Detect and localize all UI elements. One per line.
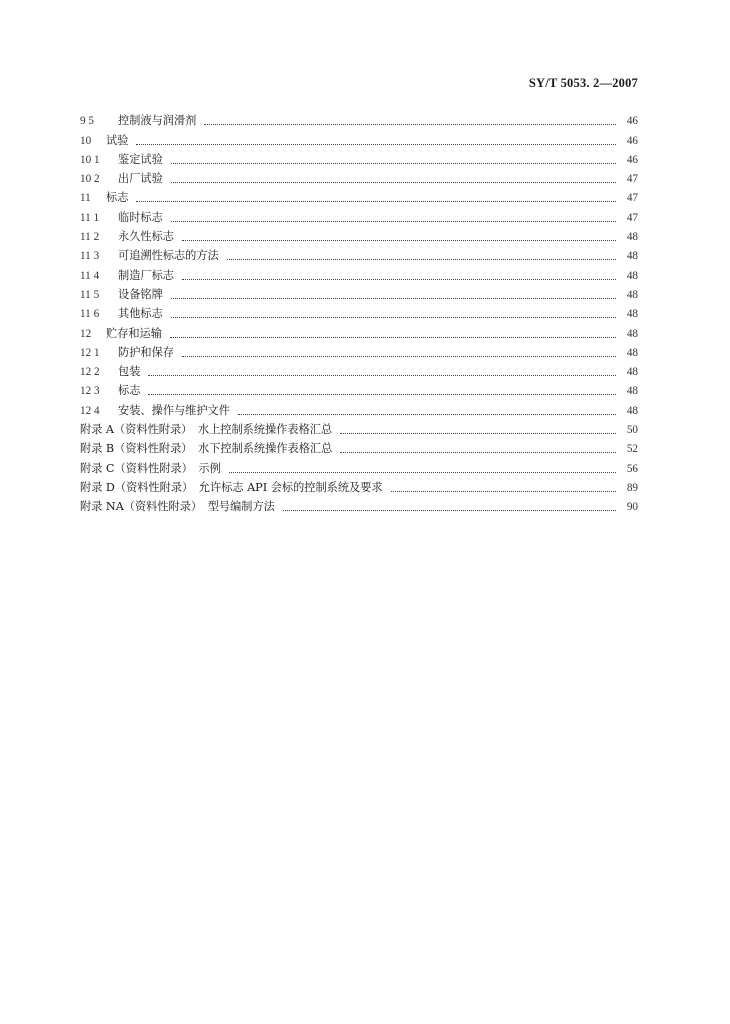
toc-entry-number: 11 6	[80, 308, 100, 321]
toc-leader-dots	[148, 375, 616, 376]
toc-entry-title: 附录 A（资料性附录） 水上控制系统操作表格汇总	[80, 423, 333, 437]
toc-entry-number: 12	[80, 327, 92, 340]
toc-entry[interactable]	[80, 283, 638, 302]
toc-entry-number: 9 5	[80, 115, 94, 128]
toc-leader-dots	[283, 510, 616, 511]
toc-entry-appendix[interactable]	[80, 418, 638, 437]
toc-leader-dots	[182, 240, 616, 241]
toc-entry-title: 永久性标志	[118, 230, 174, 244]
toc-entry-title: 贮存和运输	[106, 326, 162, 340]
toc-entry-title: 设备铭牌	[118, 287, 163, 301]
toc-entry-page: 46	[626, 134, 638, 147]
toc-entry-number: 11 2	[80, 231, 100, 244]
toc-entry[interactable]	[80, 379, 638, 398]
toc-entry[interactable]	[80, 302, 638, 321]
toc-entry-page: 48	[626, 404, 638, 417]
toc-leader-dots	[148, 394, 616, 395]
toc-entry-number: 10 2	[80, 173, 100, 186]
toc-entry[interactable]	[80, 398, 638, 417]
toc-entry-title: 标志	[106, 191, 129, 205]
toc-entry-appendix[interactable]	[80, 495, 638, 514]
toc-entry-title: 包装	[118, 365, 141, 379]
toc-entry-page: 46	[626, 153, 638, 166]
toc-entry-page: 48	[626, 366, 638, 379]
toc-leader-dots	[340, 452, 616, 453]
toc-leader-dots	[171, 163, 616, 164]
toc-entry-number: 11 4	[80, 269, 100, 282]
toc-entry[interactable]	[80, 244, 638, 263]
toc-entry-title: 其他标志	[118, 307, 163, 321]
toc-entry-title: 临时标志	[118, 210, 163, 224]
toc-entry-title: 鉴定试验	[118, 152, 163, 166]
toc-leader-dots	[171, 182, 616, 183]
toc-leader-dots	[227, 259, 616, 260]
toc-entry[interactable]	[80, 148, 638, 167]
table-of-contents	[80, 109, 638, 514]
toc-entry-title: 附录 C（资料性附录） 示例	[80, 461, 221, 475]
toc-entry-title: 标志	[118, 384, 141, 398]
toc-entry-page: 48	[626, 269, 638, 282]
toc-entry-page: 48	[626, 288, 638, 301]
toc-entry[interactable]	[80, 167, 638, 186]
toc-entry-appendix[interactable]	[80, 437, 638, 456]
toc-entry-number: 10 1	[80, 153, 100, 166]
toc-leader-dots	[229, 472, 616, 473]
toc-entry-page: 48	[626, 327, 638, 340]
toc-entry-appendix[interactable]	[80, 476, 638, 495]
toc-entry-number: 12 1	[80, 346, 100, 359]
toc-entry-title: 附录 NA（资料性附录） 型号编制方法	[80, 500, 275, 514]
toc-entry-number: 11	[80, 192, 91, 205]
toc-entry-number: 10	[80, 134, 92, 147]
toc-leader-dots	[171, 317, 616, 318]
toc-entry-page: 90	[626, 501, 638, 514]
toc-entry-page: 89	[626, 481, 638, 494]
toc-entry-appendix[interactable]	[80, 456, 638, 475]
toc-entry-title: 制造厂标志	[118, 268, 174, 282]
document-code-header: SY/T 5053. 2—2007	[528, 76, 638, 90]
toc-leader-dots	[170, 337, 616, 338]
toc-entry[interactable]	[80, 360, 638, 379]
toc-leader-dots	[204, 124, 616, 125]
toc-entry-page: 52	[626, 443, 638, 456]
toc-leader-dots	[238, 414, 616, 415]
toc-entry-page: 48	[626, 250, 638, 263]
toc-leader-dots	[391, 491, 616, 492]
toc-entry[interactable]	[80, 128, 638, 147]
toc-entry[interactable]	[80, 109, 638, 128]
toc-entry[interactable]	[80, 205, 638, 224]
toc-entry-page: 48	[626, 385, 638, 398]
toc-entry-title: 附录 B（资料性附录） 水下控制系统操作表格汇总	[80, 442, 333, 456]
toc-entry-page: 47	[626, 173, 638, 186]
toc-entry-page: 47	[626, 211, 638, 224]
toc-leader-dots	[182, 356, 616, 357]
toc-entry[interactable]	[80, 341, 638, 360]
toc-leader-dots	[340, 433, 616, 434]
toc-leader-dots	[171, 298, 616, 299]
toc-entry-title: 出厂试验	[118, 172, 163, 186]
toc-entry-title: 防护和保存	[118, 345, 174, 359]
toc-entry-number: 12 3	[80, 385, 100, 398]
toc-entry-title: 控制液与润滑剂	[118, 114, 197, 128]
toc-entry-title: 附录 D（资料性附录） 允许标志 API 会标的控制系统及要求	[80, 480, 383, 494]
toc-leader-dots	[171, 221, 616, 222]
toc-leader-dots	[136, 144, 616, 145]
toc-entry-page: 46	[626, 115, 638, 128]
toc-entry-page: 48	[626, 231, 638, 244]
toc-entry-page: 56	[626, 462, 638, 475]
toc-entry-number: 11 1	[80, 211, 100, 224]
toc-entry[interactable]	[80, 225, 638, 244]
toc-entry-number: 11 5	[80, 288, 100, 301]
toc-entry-page: 48	[626, 346, 638, 359]
toc-entry-number: 12 2	[80, 366, 100, 379]
toc-entry[interactable]	[80, 263, 638, 282]
toc-entry[interactable]	[80, 321, 638, 340]
toc-leader-dots	[136, 201, 616, 202]
toc-entry-page: 47	[626, 192, 638, 205]
toc-entry-page: 48	[626, 308, 638, 321]
toc-entry[interactable]	[80, 186, 638, 205]
toc-entry-title: 可追溯性标志的方法	[118, 249, 219, 263]
toc-entry-title: 试验	[106, 133, 129, 147]
toc-entry-number: 11 3	[80, 250, 100, 263]
toc-entry-number: 12 4	[80, 404, 100, 417]
toc-leader-dots	[182, 279, 616, 280]
toc-entry-title: 安装、操作与维护文件	[118, 403, 230, 417]
toc-entry-page: 50	[626, 424, 638, 437]
